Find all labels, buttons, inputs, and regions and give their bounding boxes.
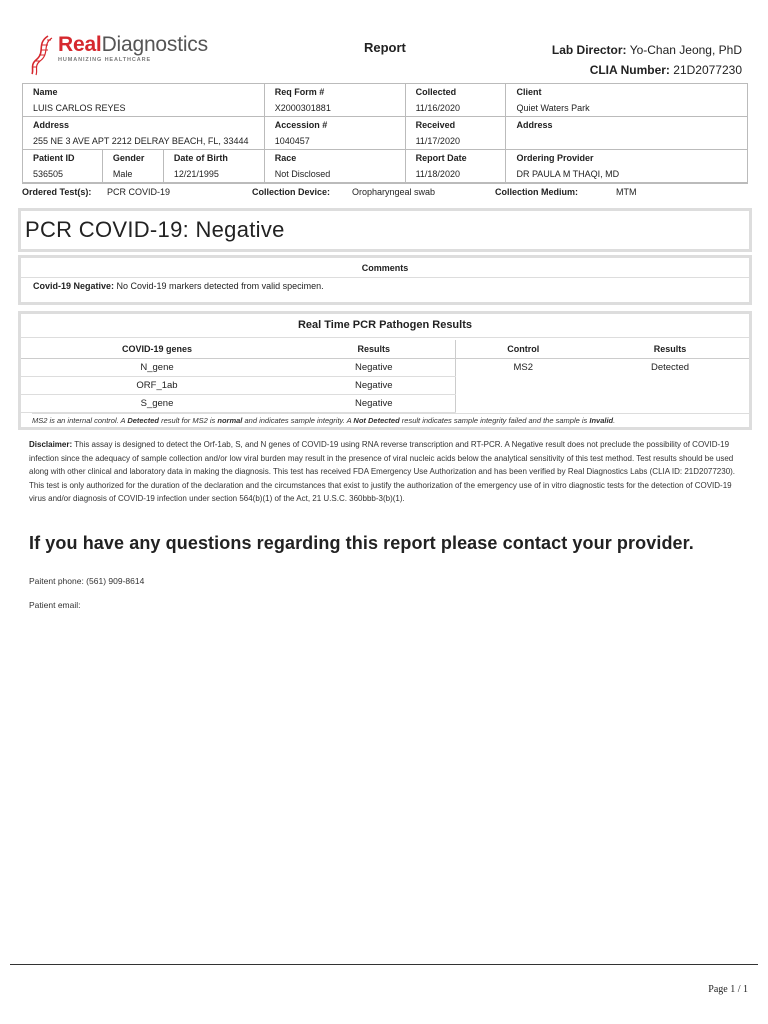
- gene-result: Negative: [293, 376, 455, 394]
- pcr-results-heading: Real Time PCR Pathogen Results: [21, 314, 749, 338]
- order-details-row: [22, 183, 748, 200]
- comments-box: [18, 255, 752, 305]
- name-label: Name: [23, 84, 265, 101]
- dob-label: Date of Birth: [163, 150, 264, 167]
- lab-director-value: Yo-Chan Jeong, PhD: [629, 43, 742, 57]
- patient-email: Patient email:: [29, 600, 81, 610]
- ordering-provider-label: Ordering Provider: [506, 150, 748, 167]
- clia-value: 21D2077230: [673, 63, 742, 77]
- clia-label: CLIA Number:: [589, 63, 670, 77]
- gender-value: Male: [102, 166, 163, 183]
- collection-device-value: Oropharyngeal swab: [352, 187, 436, 197]
- ordered-tests-label: Ordered Test(s):: [22, 187, 92, 197]
- race-label: Race: [264, 150, 405, 167]
- received-label: Received: [405, 117, 506, 134]
- ordered-tests-value: PCR COVID-19: [107, 187, 171, 197]
- disclaimer-label: Disclaimer:: [29, 440, 73, 449]
- disclaimer: [29, 438, 741, 506]
- table-row: [21, 394, 749, 412]
- report-header: [28, 30, 744, 78]
- report-date-value: 11/18/2020: [405, 166, 506, 183]
- req-form-label: Req Form #: [264, 84, 405, 101]
- gene-result: Negative: [293, 394, 455, 412]
- lab-director-label: Lab Director:: [551, 43, 627, 57]
- gene-result: Negative: [293, 358, 455, 376]
- report-title: Report: [364, 40, 406, 55]
- gene-name: S_gene: [21, 394, 293, 412]
- collected-value: 11/16/2020: [405, 100, 506, 117]
- received-value: 11/17/2020: [405, 133, 506, 150]
- logo-word: Diagnostics: [101, 33, 208, 56]
- accession-value: 1040457: [264, 133, 405, 150]
- dob-value: 12/21/1995: [163, 166, 264, 183]
- ordering-provider-value: DR PAULA M THAQI, MD: [506, 166, 748, 183]
- req-form-value: X2000301881: [264, 100, 405, 117]
- accession-label: Accession #: [264, 117, 405, 134]
- patient-id-value: 536505: [23, 166, 103, 183]
- page-number: Page 1 / 1: [708, 984, 748, 995]
- dna-helix-icon: [28, 34, 54, 76]
- control-result: Detected: [650, 361, 690, 373]
- control-name: MS2: [455, 358, 591, 376]
- contact-heading: If you have any questions regarding this report please contact your provider.: [29, 533, 694, 553]
- patient-name: LUIS CARLOS REYES: [23, 100, 265, 117]
- patient-info-table: [22, 83, 748, 183]
- table-row: [21, 358, 749, 376]
- client-value: Quiet Waters Park: [506, 100, 748, 117]
- collection-device-label: Collection Device:: [252, 187, 331, 197]
- result-banner-text: PCR COVID-19: Negative: [25, 217, 285, 242]
- gender-label: Gender: [102, 150, 163, 167]
- col-header-control-results: Results: [591, 340, 749, 358]
- comments-text: No Covid-19 markers detected from valid specimen.: [114, 281, 324, 291]
- comments-heading: Comments: [21, 258, 749, 278]
- pcr-results-box: [18, 311, 752, 430]
- col-header-control: Control: [455, 340, 591, 358]
- comments-body: [21, 278, 749, 294]
- collection-medium-value: MTM: [616, 187, 637, 197]
- control-footnote: MS2 is an internal control. A Detected result for MS2 is normal and indicates sample integrity. A Not Detected result indicates sample integrity failed and the sample is Invalid.: [32, 413, 752, 427]
- col-header-gene-results: Results: [293, 340, 455, 358]
- footer-divider: [10, 964, 758, 965]
- client-address-label: Address: [506, 117, 748, 134]
- pcr-results-table: [21, 340, 749, 413]
- logo-tagline: HUMANIZING HEALTHCARE: [58, 57, 152, 63]
- address-label: Address: [23, 117, 265, 134]
- report-date-label: Report Date: [405, 150, 506, 167]
- result-banner: [18, 208, 752, 252]
- table-row: [21, 376, 749, 394]
- patient-address: 255 NE 3 AVE APT 2212 DELRAY BEACH, FL, 33444: [23, 133, 265, 150]
- gene-name: N_gene: [21, 358, 293, 376]
- patient-phone: Paitent phone: (561) 909-8614: [29, 576, 145, 586]
- race-value: Not Disclosed: [264, 166, 405, 183]
- collected-label: Collected: [405, 84, 506, 101]
- client-label: Client: [506, 84, 748, 101]
- client-address-value: [506, 133, 748, 150]
- disclaimer-text: This assay is designed to detect the Orf-1ab, S, and N genes of COVID-19 using RNA reverse transcription and RT-PCR. A Negative result does not preclude the possibility of COVID-19 infection since the adequacy of sample collection and/or low viral burden may result in the presence of viral nucleic acids below the analytical sensitivity of this test method. Test results should be used along with other clinical and laboratory data in making the diagnosis. This test has received FDA Emergency Use Authorization and has been verified by Real Diagnostics Labs (CLIA ID: 21D2077230). This test is only authorized for the duration of the declaration and the circumstances that exist to justify the authorization of the emergency use of in vitro diagnostic tests for the detection of COVID-19 virus and/or diagnosis of COVID-19 infection under section 564(b)(1) of the Act, 21 U.S.C. 360bbb-3(b)(1).: [29, 440, 736, 503]
- gene-name: ORF_1ab: [21, 376, 293, 394]
- col-header-genes: COVID-19 genes: [21, 340, 293, 358]
- collection-medium-label: Collection Medium:: [495, 187, 578, 197]
- comments-bold: Covid-19 Negative:: [33, 281, 115, 291]
- lab-info: [552, 40, 742, 80]
- patient-id-label: Patient ID: [23, 150, 103, 167]
- logo-brand: Real: [58, 33, 102, 56]
- company-logo: [28, 34, 208, 76]
